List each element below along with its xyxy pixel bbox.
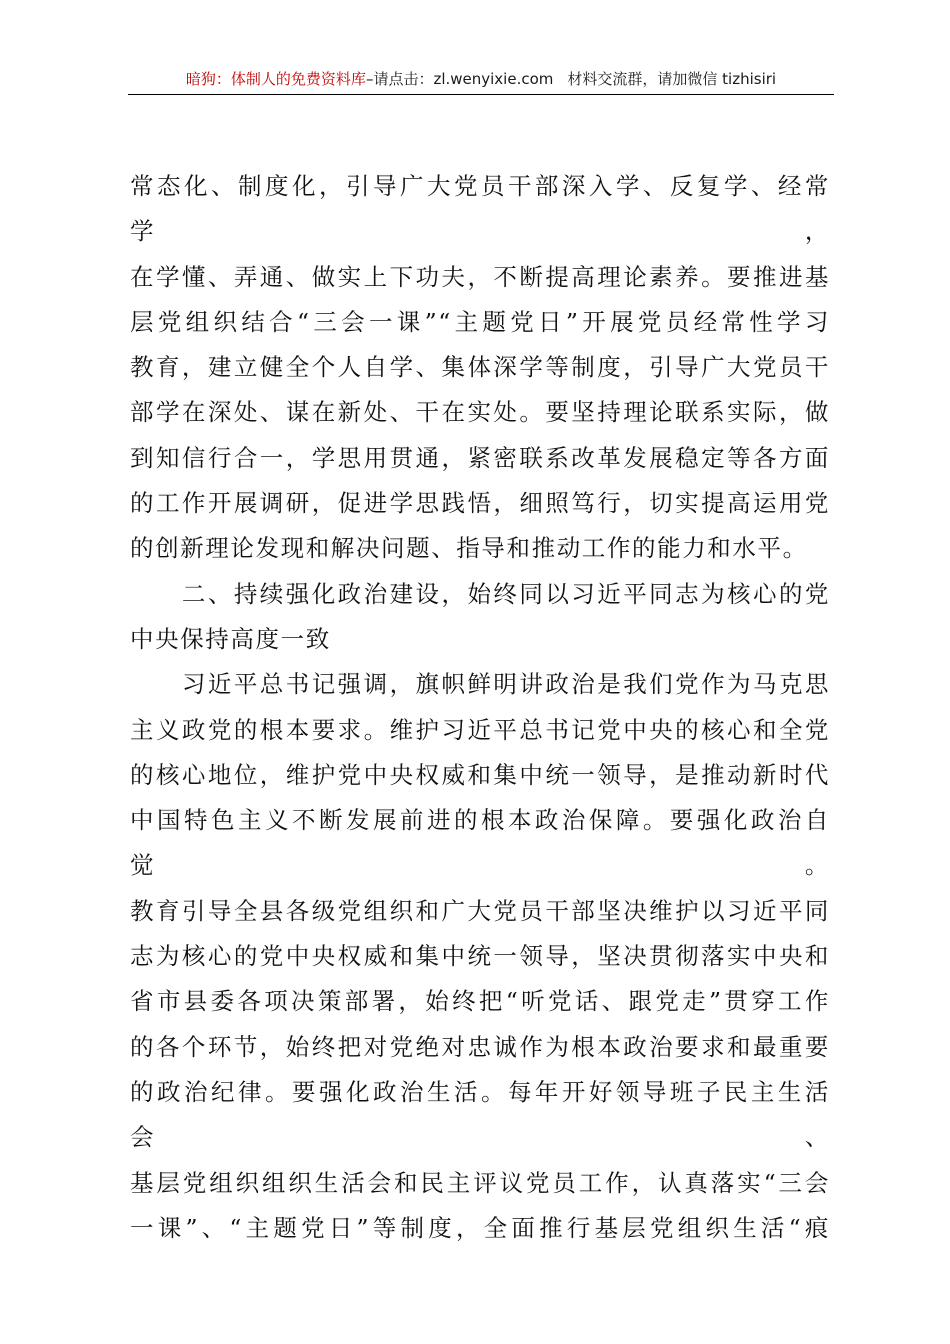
body-line-12: 主义政党的根本要求。维护习近平总书记党中央的核心和全党: [130, 715, 830, 744]
body-line-13: 的核心地位，维护党中央权威和集中统一领导，是推动新时代: [130, 760, 830, 789]
document-body: [130, 164, 830, 1251]
body-line-15: 教育引导全县各级党组织和广大党员干部坚决维护以习近平同: [130, 896, 830, 925]
body-line-5: 部学在深处、谋在新处、干在实处。要坚持理论联系实际，做: [130, 398, 830, 427]
header-url-link[interactable]: zl.wenyixie.com: [433, 70, 554, 88]
header-prompt: –请点击：: [365, 70, 434, 88]
body-line-19: 的政治纪律。要强化政治生活。每年开好领导班子民主生活会、: [130, 1077, 830, 1152]
body-line-21: 一课”、“主题党日”等制度，全面推行基层党组织生活“痕: [130, 1213, 830, 1242]
body-line-1: 常态化、制度化，引导广大党员干部深入学、反复学、经常学，: [130, 172, 830, 246]
body-line-17: 省市县委各项决策部署，始终把“听党话、跟党走”贯穿工作: [130, 987, 830, 1016]
body-line-7: 的工作开展调研，促进学思践悟，细照笃行，切实提高运用党: [130, 489, 830, 518]
page-header: [128, 68, 834, 95]
body-line-14: 中国特色主义不断发展前进的根本政治保障。要强化政治自觉。: [130, 806, 830, 880]
body-line-11: 习近平总书记强调，旗帜鲜明讲政治是我们党作为马克思: [130, 670, 830, 699]
body-line-16: 志为核心的党中央权威和集中统一领导，坚决贯彻落实中央和: [130, 942, 830, 971]
body-line-8: 的创新理论发现和解决问题、指导和推动工作的能力和水平。: [130, 534, 808, 563]
header-brand: 暗狗：体制人的免费资料库: [185, 70, 366, 88]
body-line-3: 层党组织结合“三会一课”“主题党日”开展党员经常性学习: [130, 307, 830, 336]
header-contact: 材料交流群，请加微信 tizhisiri: [567, 70, 777, 88]
body-line-6: 到知信行合一，学思用贯通，紧密联系改革发展稳定等各方面: [130, 443, 830, 472]
section-heading-line-2: 中央保持高度一致: [130, 624, 331, 653]
body-line-4: 教育，建立健全个人自学、集体深学等制度，引导广大党员干: [130, 353, 830, 382]
section-heading-line-1: 二、持续强化政治建设，始终同以习近平同志为核心的党: [130, 579, 830, 608]
body-line-18: 的各个环节，始终把对党绝对忠诚作为根本政治要求和最重要: [130, 1032, 830, 1061]
body-line-20: 基层党组织组织生活会和民主评议党员工作，认真落实“三会: [130, 1168, 830, 1197]
body-line-2: 在学懂、弄通、做实上下功夫，不断提高理论素养。要推进基: [130, 262, 830, 291]
